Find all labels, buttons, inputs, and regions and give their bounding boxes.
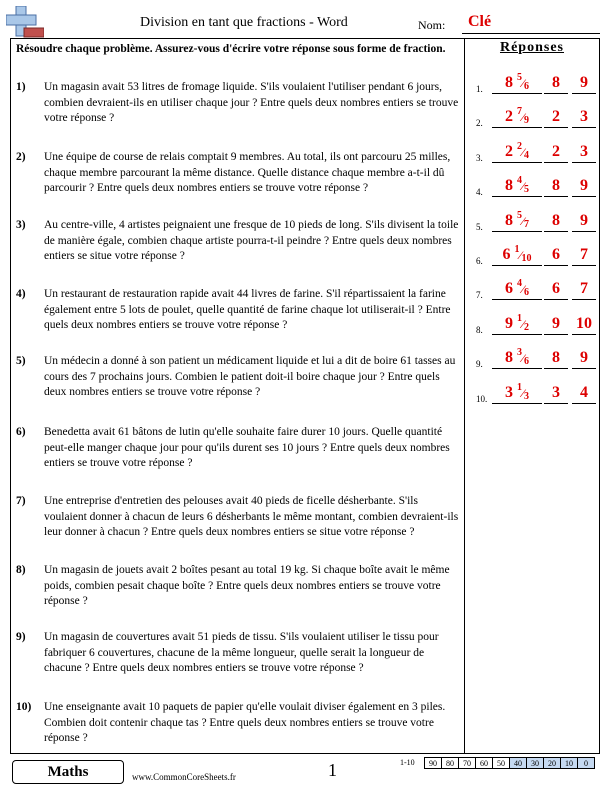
answer-denominator: 7 <box>524 218 529 230</box>
question-6 <box>16 425 460 472</box>
answer-underline <box>572 265 596 266</box>
answer-numerator: 5 <box>516 72 522 83</box>
answers-header: Réponses <box>499 40 564 55</box>
answer-underline <box>572 231 596 232</box>
answer-underline <box>544 196 568 197</box>
answer-denominator: 10 <box>521 253 532 264</box>
name-value: Clé <box>468 13 492 30</box>
answer-underline <box>572 127 596 128</box>
answer-row-5 <box>472 206 596 234</box>
question-text: Un restaurant de restauration rapide avait 44 livres de farine. S'il répartissaient la farine également entre 5 lots de poulet, quelle quantité de farine chaque lot utiliserait-il ? Entre quels deux nombres entiers se trouve votre réponse ? <box>44 288 451 331</box>
question-1 <box>16 80 460 127</box>
answer-row-3 <box>472 137 596 165</box>
answer-numerator: 4 <box>516 175 522 187</box>
question-number: 8) <box>16 564 26 576</box>
question-2 <box>16 150 460 197</box>
question-text: Benedetta avait 61 bâtons de lutin qu'elle souhaite faire durer 10 jours. Quelle quantité peut-elle manger chaque jour pour qu'ils durent ses 10 jours ? Entre quels deux nombres entiers se trouve votre réponse ? <box>44 426 450 469</box>
answer-upper-bound: 10 <box>576 314 592 332</box>
answer-underline <box>544 93 568 94</box>
answer-number: 1. <box>476 84 483 94</box>
answer-whole: 8 <box>504 211 513 229</box>
answer-upper-bound: 7 <box>580 280 588 298</box>
answer-denominator: 2 <box>524 321 529 333</box>
answer-numerator: 5 <box>516 209 522 221</box>
answer-mixed-number: 2 $^7⁄_9$ <box>504 106 529 127</box>
answer-lower-bound: 8 <box>552 177 560 195</box>
question-7 <box>16 494 460 541</box>
answer-number: 6. <box>476 256 483 266</box>
answer-number: 8. <box>476 324 483 335</box>
answer-underline <box>544 299 568 300</box>
answer-numerator: 1 <box>516 312 522 324</box>
answer-mixed-number: 6 $^4⁄_6$ <box>504 278 529 299</box>
answer-upper-bound: 3 <box>580 108 588 126</box>
answer-number: 4. <box>476 187 483 198</box>
answer-number: 9. <box>476 359 483 370</box>
answer-underline <box>492 403 542 404</box>
name-label: Nom: <box>418 18 446 32</box>
subject-badge: Maths <box>12 760 124 784</box>
answer-denominator: 6 <box>524 356 529 368</box>
answer-underline <box>572 368 596 369</box>
answer-upper-bound: 3 <box>580 142 588 160</box>
answer-underline <box>572 403 596 404</box>
answer-column-divider <box>464 38 465 754</box>
score-cell: 40 <box>510 758 527 769</box>
answer-mixed-number: 8 $^5⁄_6$ <box>504 72 529 92</box>
answer-mixed-number: 2 $^2⁄_4$ <box>504 140 529 161</box>
answer-underline <box>492 265 542 266</box>
answer-whole: 2 <box>504 108 513 126</box>
answer-denominator: 6 <box>524 287 529 299</box>
answer-number: 10. <box>476 393 488 404</box>
answer-lower-bound: 8 <box>552 74 560 91</box>
answer-numerator: 7 <box>516 106 522 118</box>
answer-underline <box>492 196 542 197</box>
answer-number: 3. <box>476 152 483 163</box>
answer-lower-bound: 8 <box>552 211 560 229</box>
answer-numerator: 1 <box>516 381 522 393</box>
answer-row-2 <box>472 102 596 130</box>
answer-number: 7. <box>476 290 483 301</box>
answer-mixed-number: 8 $^3⁄_6$ <box>504 347 529 368</box>
answer-whole: 8 <box>504 177 513 195</box>
answer-underline <box>492 231 542 232</box>
question-9 <box>16 630 460 677</box>
question-number: 3) <box>16 219 26 231</box>
answer-whole: 6 <box>502 246 511 263</box>
website-url: www.CommonCoreSheets.fr <box>132 772 236 782</box>
answer-underline <box>544 231 568 232</box>
question-text: Une entreprise d'entretien des pelouses avait 40 pieds de ficelle désherbante. S'ils voulaient donner à chacun de leurs 6 désherbants le même montant, combien devraient-ils leur donner à chacun ? Entre quels deux nombres entiers se situe votre réponse ? <box>44 495 459 538</box>
answer-upper-bound: 9 <box>580 74 588 91</box>
answer-lower-bound: 6 <box>552 246 560 263</box>
question-3 <box>16 218 460 265</box>
answer-underline <box>492 368 542 369</box>
answer-whole: 2 <box>504 142 513 160</box>
worksheet-title: Division en tant que fractions - Word <box>140 15 348 30</box>
answer-whole: 3 <box>504 383 513 401</box>
answer-row-9 <box>472 343 596 371</box>
answer-mixed-number: 3 $^1⁄_3$ <box>504 381 529 402</box>
answer-underline <box>544 265 568 266</box>
answer-upper-bound: 9 <box>580 349 588 367</box>
answer-lower-bound: 3 <box>552 383 560 401</box>
answer-whole: 6 <box>504 280 513 298</box>
question-text: Un médecin a donné à son patient un médicament liquide et lui a dit de boire 61 tasses au cours des 7 prochains jours. Combien le patient doit-il boire chaque jour ? Entre quels deux nombres entiers se trouve votre réponse ? <box>44 355 456 398</box>
question-number: 4) <box>16 288 26 300</box>
answer-row-8 <box>472 309 596 337</box>
question-text: Au centre-ville, 4 artistes peignaient une fresque de 10 pieds de long. S'ils divisent la toile de manière égale, combien chaque artiste pourra-t-il peindre ? Entre quels deux nombres entiers se situe votre réponse ? <box>44 219 459 262</box>
answer-lower-bound: 2 <box>552 142 560 160</box>
answer-mixed-number: 9 $^1⁄_2$ <box>504 312 529 333</box>
answer-mixed-number: 8 $^4⁄_5$ <box>504 175 529 196</box>
answer-mixed-number: 6 $^1⁄_{10}$ <box>502 244 532 264</box>
answer-underline <box>492 299 542 300</box>
answer-underline <box>572 93 596 94</box>
score-cell: 50 <box>493 758 510 769</box>
score-cell: 60 <box>476 758 493 769</box>
answer-upper-bound: 9 <box>580 211 588 229</box>
question-4 <box>16 287 460 334</box>
question-number: 6) <box>16 426 26 438</box>
score-cell: 70 <box>459 758 476 769</box>
answer-numerator: 2 <box>516 140 522 152</box>
answer-denominator: 9 <box>524 115 529 127</box>
score-cell: 0 <box>578 758 595 769</box>
answer-row-1 <box>472 68 596 96</box>
answer-numerator: 3 <box>516 347 522 359</box>
answer-underline <box>544 368 568 369</box>
answer-underline <box>544 162 568 163</box>
answer-underline <box>492 93 542 94</box>
question-text: Un magasin avait 53 litres de fromage liquide. S'ils voulaient l'utiliser pendant 6 jours, combien devraient-ils en utiliser chaque jour ? Entre quels deux nombres entiers se trouve votre réponse ? <box>44 81 459 124</box>
answer-number: 2. <box>476 118 483 129</box>
answer-denominator: 4 <box>524 149 529 161</box>
name-underline <box>462 33 600 34</box>
question-number: 1) <box>16 81 26 93</box>
answer-upper-bound: 7 <box>580 246 588 263</box>
answer-row-4 <box>472 171 596 199</box>
answer-whole: 8 <box>504 74 513 91</box>
answer-row-10 <box>472 378 596 406</box>
answer-denominator: 5 <box>524 184 529 196</box>
answer-upper-bound: 4 <box>580 383 588 401</box>
answer-numerator: 4 <box>516 278 522 290</box>
score-cell: 10 <box>561 758 578 769</box>
plus-minus-logo-icon <box>6 6 44 38</box>
question-number: 10) <box>16 701 32 713</box>
answer-lower-bound: 9 <box>552 314 560 332</box>
score-table <box>424 757 595 769</box>
score-range-label: 1-10 <box>400 758 415 767</box>
answer-mixed-number: 8 $^5⁄_7$ <box>504 209 529 230</box>
answer-lower-bound: 8 <box>552 349 560 367</box>
score-cell: 90 <box>425 758 442 769</box>
score-cell: 80 <box>442 758 459 769</box>
answer-whole: 8 <box>504 349 513 367</box>
answer-underline <box>572 299 596 300</box>
answer-lower-bound: 2 <box>552 108 560 126</box>
page-number: 1 <box>328 760 337 780</box>
question-8 <box>16 563 460 610</box>
answer-underline <box>492 162 542 163</box>
question-text: Un magasin de couvertures avait 51 pieds de tissu. S'ils voulaient utiliser le tissu pour fabriquer 6 couvertures, chacune de la même longueur, quelle serait la longueur de chacune ? Entre quels deux nombres entiers se trouve votre réponse ? <box>44 631 439 674</box>
answer-underline <box>544 403 568 404</box>
answer-upper-bound: 9 <box>580 177 588 195</box>
answer-denominator: 6 <box>524 81 529 92</box>
answer-underline <box>572 196 596 197</box>
instructions: Résoudre chaque problème. Assurez-vous d'écrire votre réponse sous forme de fraction. <box>16 43 446 55</box>
question-text: Une équipe de course de relais comptait 9 membres. Au total, ils ont parcouru 25 milles, chaque membre parcourant la même distance. Quelle distance chaque membre a-t-il dû parcourir ? Entre quels deux nombres entiers se trouve votre réponse ? <box>44 151 451 194</box>
answer-whole: 9 <box>504 314 513 332</box>
answer-underline <box>492 334 542 335</box>
answer-underline <box>572 162 596 163</box>
answer-row-7 <box>472 274 596 302</box>
answer-underline <box>572 334 596 335</box>
question-5 <box>16 354 460 401</box>
question-number: 9) <box>16 631 26 643</box>
answer-underline <box>544 334 568 335</box>
question-number: 2) <box>16 151 26 163</box>
answer-number: 5. <box>476 221 483 232</box>
score-cell: 30 <box>527 758 544 769</box>
answer-numerator: 1 <box>514 244 520 255</box>
question-number: 7) <box>16 495 26 507</box>
answer-denominator: 3 <box>524 390 529 402</box>
answer-underline <box>544 127 568 128</box>
score-cell: 20 <box>544 758 561 769</box>
question-number: 5) <box>16 355 26 367</box>
answer-row-6 <box>472 240 596 268</box>
question-text: Un magasin de jouets avait 2 boîtes pesant au total 19 kg. Si chaque boîte avait le même poids, combien pesait chaque boîte ? Entre quels deux nombres entiers se trouve votre réponse ? <box>44 564 450 607</box>
question-10 <box>16 700 460 747</box>
answer-underline <box>492 127 542 128</box>
answer-lower-bound: 6 <box>552 280 560 298</box>
question-text: Une enseignante avait 10 paquets de papier qu'elle voulait diviser également en 3 piles. Combien doit contenir chaque tas ? Entre quels deux nombres entiers se trouve votre réponse ? <box>44 701 446 744</box>
